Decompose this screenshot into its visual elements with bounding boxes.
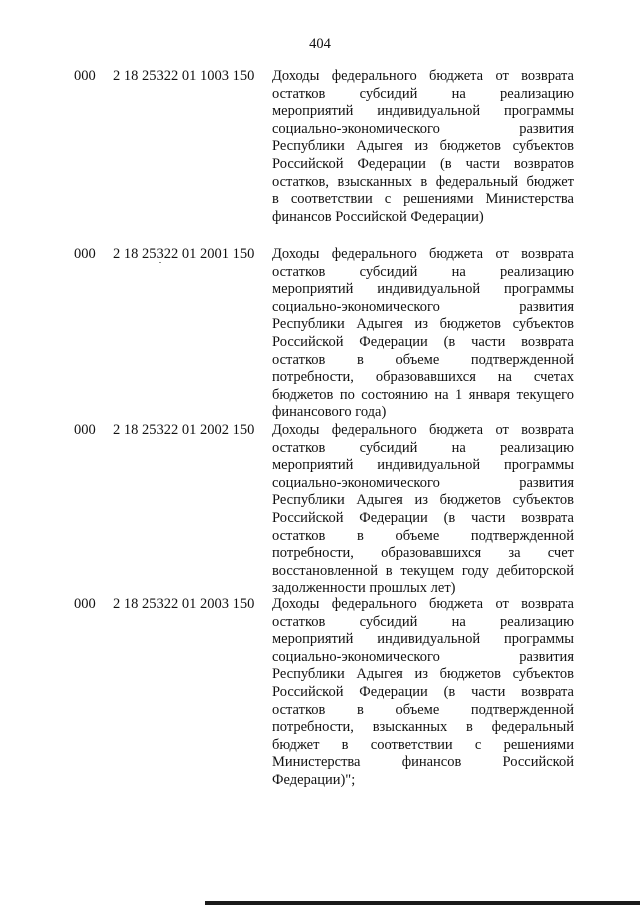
description-line: Республики Адыгея из бюджетов субъектов <box>272 492 574 509</box>
list-item <box>0 246 640 422</box>
entry-description <box>272 422 574 598</box>
entry-description <box>272 246 574 422</box>
admin-code: 000 <box>74 246 96 262</box>
description-line: Министерства финансов Российской <box>272 754 574 771</box>
admin-code: 000 <box>74 422 96 438</box>
description-line: мероприятий индивидуальной программы <box>272 457 574 474</box>
budget-classification-code: 2 18 25322 01 2001 150 <box>113 246 255 262</box>
description-line: остатков в объеме подтвержденной <box>272 351 574 368</box>
budget-codes-list <box>0 68 640 788</box>
description-line: мероприятий индивидуальной программы <box>272 281 574 298</box>
description-line: бюджет в соответствии с решениями <box>272 736 574 753</box>
description-line: потребности, образовавшихся за счет <box>272 545 574 562</box>
budget-classification-code: 2 18 25322 01 2003 150 <box>113 596 255 612</box>
description-line: мероприятий индивидуальной программы <box>272 103 574 120</box>
description-line: задолженности прошлых лет) <box>272 580 456 597</box>
description-line: социально-экономического развития <box>272 298 574 315</box>
entry-description <box>272 596 574 790</box>
description-line: Республики Адыгея из бюджетов субъектов <box>272 316 574 333</box>
description-line: Республики Адыгея из бюджетов субъектов <box>272 138 574 155</box>
description-line: остатков субсидий на реализацию <box>272 439 574 456</box>
list-item <box>0 596 640 788</box>
description-line: потребности, взысканных в федеральный <box>272 719 574 736</box>
description-line: остатков субсидий на реализацию <box>272 85 574 102</box>
description-line: остатков в объеме подтвержденной <box>272 701 574 718</box>
description-line: Федерации)"; <box>272 771 356 788</box>
description-line: Российской Федерации (в части возврата <box>272 333 574 350</box>
description-line: Доходы федерального бюджета от возврата <box>272 596 574 612</box>
scan-edge-strip <box>205 901 640 905</box>
description-line: потребности, образовавшихся на счетах <box>272 369 574 386</box>
list-item <box>0 422 640 596</box>
description-line: социально-экономического развития <box>272 648 574 665</box>
budget-classification-code: 2 18 25322 01 1003 150 <box>113 68 255 84</box>
description-line: Доходы федерального бюджета от возврата <box>272 246 574 262</box>
entry-description <box>272 68 574 226</box>
scan-speck <box>159 262 161 263</box>
description-line: Республики Адыгея из бюджетов субъектов <box>272 666 574 683</box>
budget-classification-code: 2 18 25322 01 2002 150 <box>113 422 255 438</box>
description-line: остатков, взысканных в федеральный бюджет <box>272 173 574 190</box>
description-line: финансового года) <box>272 404 387 421</box>
admin-code: 000 <box>74 68 96 84</box>
description-line: остатков субсидий на реализацию <box>272 613 574 630</box>
description-line: Российской Федерации (в части возврата <box>272 509 574 526</box>
admin-code: 000 <box>74 596 96 612</box>
description-line: социально-экономического развития <box>272 474 574 491</box>
page-number: 404 <box>309 36 331 52</box>
description-line: Российской Федерации (в части возврата <box>272 683 574 700</box>
description-line: социально-экономического развития <box>272 120 574 137</box>
description-line: Доходы федерального бюджета от возврата <box>272 68 574 84</box>
description-line: восстановленной в текущем году дебиторской <box>272 562 574 579</box>
description-line: финансов Российской Федерации) <box>272 208 484 225</box>
description-line: в соответствии с решениями Министерства <box>272 191 574 208</box>
description-line: мероприятий индивидуальной программы <box>272 631 574 648</box>
description-line: остатков субсидий на реализацию <box>272 263 574 280</box>
description-line: остатков в объеме подтвержденной <box>272 527 574 544</box>
list-item <box>0 68 640 246</box>
description-line: бюджетов по состоянию на 1 января текущего <box>272 386 574 403</box>
description-line: Доходы федерального бюджета от возврата <box>272 422 574 438</box>
description-line: Российской Федерации (в части возвратов <box>272 155 574 172</box>
